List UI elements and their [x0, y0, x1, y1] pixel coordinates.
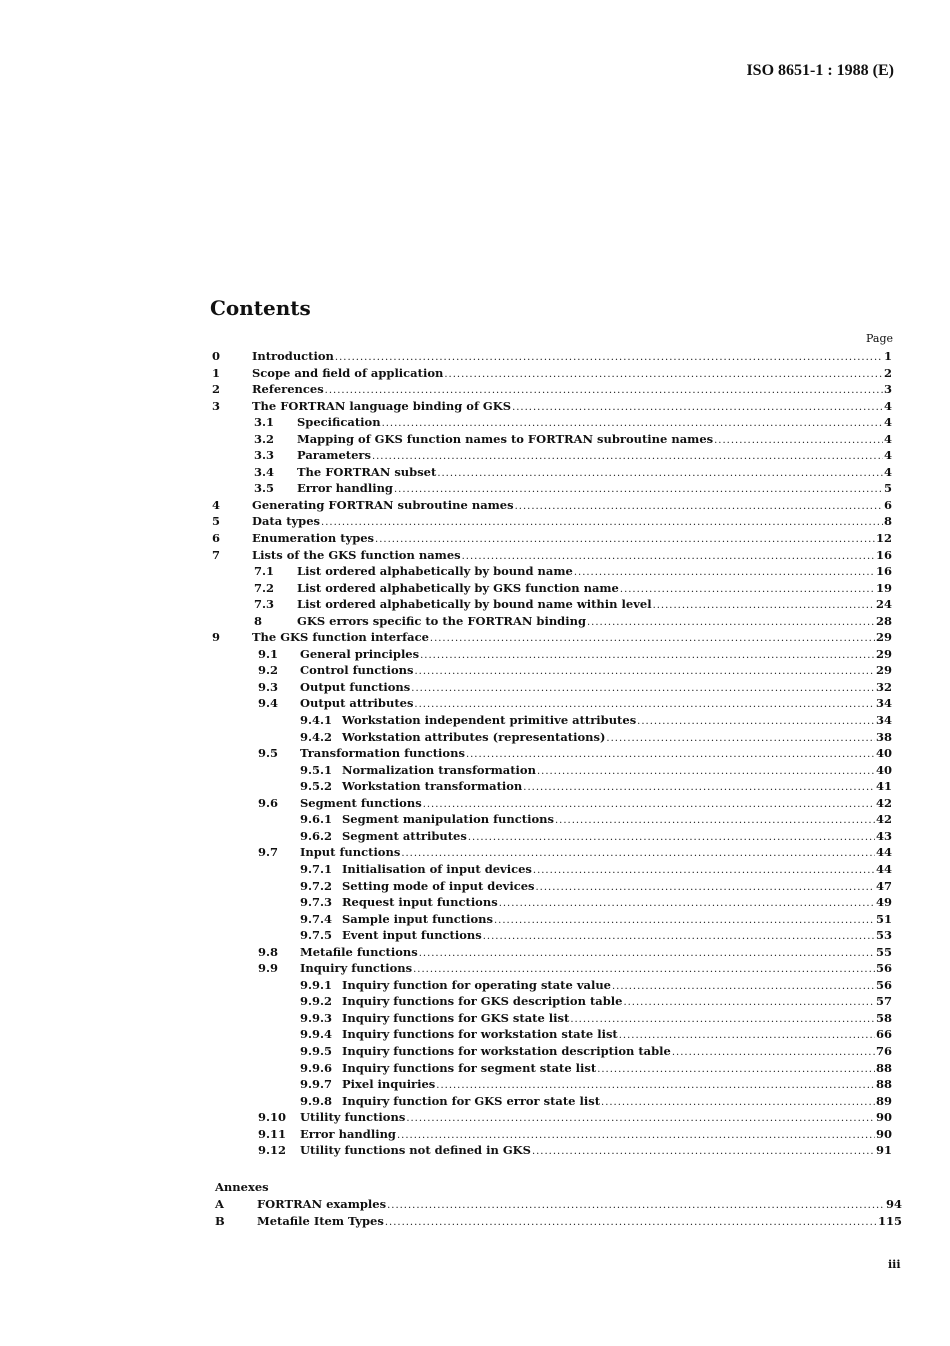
toc-entry[interactable]: [212, 1126, 892, 1143]
toc-entry[interactable]: [212, 1142, 892, 1159]
toc-entry-title: The FORTRAN subset: [297, 464, 437, 479]
dot-leader: [385, 1215, 877, 1232]
toc-entry[interactable]: [212, 1010, 892, 1027]
toc-entry-title: Inquiry functions for workstation description table: [342, 1043, 671, 1058]
toc-entry-page: 58: [875, 1010, 892, 1025]
toc-entry-number: 9.7.2: [300, 878, 333, 893]
toc-entry[interactable]: [212, 398, 892, 415]
toc-entry[interactable]: [212, 596, 892, 613]
toc-entry[interactable]: [212, 894, 892, 911]
dot-leader: [532, 1144, 875, 1161]
toc-entry-page: 1: [883, 349, 892, 363]
toc-entry[interactable]: [212, 613, 892, 630]
toc-entry-number: 9.6.2: [300, 828, 333, 843]
toc-entry-number: 9.7.3: [300, 895, 333, 910]
toc-entry-page: 89: [875, 1093, 892, 1108]
toc-entry[interactable]: [212, 712, 892, 729]
toc-entry-number: 9.5.1: [300, 762, 333, 777]
toc-entry-title: Output functions: [300, 679, 411, 694]
toc-entry[interactable]: [212, 1060, 892, 1077]
page-title: Contents: [210, 296, 311, 320]
toc-entry-page: 88: [875, 1060, 892, 1075]
standard-reference: ISO 8651-1 : 1988 (E): [746, 62, 894, 79]
toc-entry-page: 56: [875, 977, 892, 992]
toc-entry[interactable]: [212, 580, 892, 597]
toc-entry-page: 29: [875, 646, 892, 661]
toc-entry-page: 2: [883, 365, 892, 380]
toc-entry-title: Utility functions: [300, 1110, 406, 1125]
toc-entry-page: 42: [875, 812, 892, 827]
toc-entry-page: 47: [875, 878, 892, 893]
toc-entry-page: 29: [875, 663, 892, 678]
toc-entry-number: 7: [212, 547, 221, 562]
toc-entry-title: Normalization transformation: [342, 762, 536, 777]
toc-entry-title: Parameters: [297, 448, 371, 463]
toc-entry-page: 41: [875, 779, 892, 794]
toc-entry[interactable]: [212, 547, 892, 564]
toc-entry-title: Workstation attributes (representations): [342, 729, 606, 744]
toc-entry-title: Inquiry functions for segment state list: [342, 1060, 597, 1075]
toc-entry[interactable]: [215, 1213, 902, 1230]
toc-entry[interactable]: [212, 927, 892, 944]
toc-entry[interactable]: [212, 513, 892, 530]
toc-entry-number: 9.10: [258, 1110, 287, 1125]
toc-entry-title: Metafile Item Types: [257, 1213, 384, 1228]
toc-entry[interactable]: [212, 993, 892, 1010]
toc-entry-title: The FORTRAN language binding of GKS: [252, 398, 512, 413]
toc-entry[interactable]: [212, 348, 892, 365]
toc-entry-number: 9.9.6: [300, 1060, 333, 1075]
toc-entry[interactable]: [212, 480, 892, 497]
toc-entry-title: Mapping of GKS function names to FORTRAN subroutine names: [297, 431, 714, 446]
toc-entry-page: 40: [875, 746, 892, 761]
toc-entry-title: Inquiry functions for GKS state list: [342, 1010, 570, 1025]
toc-entry[interactable]: [212, 844, 892, 861]
toc-entry-title: Event input functions: [342, 928, 482, 943]
toc-entry[interactable]: [212, 828, 892, 845]
toc-entry-title: Transformation functions: [300, 746, 465, 761]
toc-entry-title: Introduction: [252, 349, 334, 363]
toc-entry-number: 9.9: [258, 961, 279, 976]
annexes-list: [215, 1196, 902, 1229]
toc-entry[interactable]: [212, 729, 892, 746]
toc-entry-number: 0: [212, 349, 221, 363]
toc-entry-page: 4: [883, 448, 892, 463]
toc-entry-number: B: [215, 1213, 225, 1228]
toc-entry-title: Lists of the GKS function names: [252, 547, 461, 562]
toc-entry-page: 42: [875, 795, 892, 810]
toc-entry-number: 9.9.1: [300, 977, 333, 992]
toc-entry[interactable]: [212, 530, 892, 547]
toc-entry-number: 9.7.1: [300, 861, 333, 876]
toc-entry[interactable]: [212, 795, 892, 812]
toc-entry-number: 9.4.2: [300, 729, 333, 744]
toc-entry-title: Segment attributes: [342, 828, 467, 843]
toc-entry-page: 55: [875, 944, 892, 959]
toc-entry-title: List ordered alphabetically by bound name: [297, 564, 573, 579]
toc-entry-page: 57: [875, 994, 892, 1009]
toc-entry-number: 3.2: [254, 431, 275, 446]
toc-entry-title: Segment functions: [300, 795, 422, 810]
toc-entry[interactable]: [212, 414, 892, 431]
toc-entry-page: 34: [875, 713, 892, 728]
toc-entry-number: 9.1: [258, 646, 279, 661]
toc-entry-page: 56: [875, 961, 892, 976]
toc-entry-page: 3: [883, 382, 892, 397]
toc-entry-title: Workstation transformation: [342, 779, 523, 794]
toc-entry-number: 9.9.4: [300, 1027, 333, 1042]
toc-entry-title: Error handling: [300, 1126, 396, 1141]
toc-entry-number: 2: [212, 382, 221, 397]
toc-entry-title: Input functions: [300, 845, 401, 860]
toc-entry-title: Enumeration types: [252, 531, 375, 546]
toc-entry-page: 90: [875, 1126, 892, 1141]
toc-entry-title: List ordered alphabetically by bound name within level: [297, 597, 652, 612]
toc-entry-number: 9.9.3: [300, 1010, 333, 1025]
toc-entry-number: 9.4: [258, 696, 279, 711]
page-number: iii: [888, 1258, 901, 1271]
toc-entry-page: 53: [875, 928, 892, 943]
toc-entry-title: GKS errors specific to the FORTRAN binding: [297, 613, 586, 628]
page-column-label: Page: [866, 332, 894, 345]
toc-entry-number: 1: [212, 365, 221, 380]
toc-entry-page: 88: [875, 1077, 892, 1092]
toc-entry-page: 6: [883, 497, 892, 512]
toc-entry-page: 16: [875, 564, 892, 579]
annexes-heading: Annexes: [215, 1180, 269, 1194]
toc-entry[interactable]: [212, 811, 892, 828]
toc-entry-number: 3: [212, 398, 221, 413]
toc-entry-title: Error handling: [297, 481, 393, 496]
toc-entry-number: 9.9.2: [300, 994, 333, 1009]
toc-entry[interactable]: [215, 1196, 902, 1213]
toc-entry-page: 44: [875, 861, 892, 876]
toc-entry[interactable]: [212, 1043, 892, 1060]
toc-entry-page: 4: [883, 431, 892, 446]
toc-entry[interactable]: [212, 447, 892, 464]
toc-entry-page: 8: [883, 514, 892, 529]
toc-entry-number: 9.11: [258, 1126, 287, 1141]
toc-entry-page: 19: [875, 580, 892, 595]
toc-entry-number: 9.7.4: [300, 911, 333, 926]
toc-entry-title: Metafile functions: [300, 944, 418, 959]
toc-entry-title: Pixel inquiries: [342, 1077, 436, 1092]
toc-entry-page: 94: [885, 1197, 902, 1211]
toc-entry-title: General principles: [300, 646, 420, 661]
toc-entry-title: Inquiry function for GKS error state list: [342, 1093, 601, 1108]
toc-entry[interactable]: [212, 1109, 892, 1126]
toc-entry-title: Segment manipulation functions: [342, 812, 554, 827]
toc-entry-page: 4: [883, 415, 892, 430]
toc-entry-number: 9.9.5: [300, 1043, 333, 1058]
toc-entry-title: Setting mode of input devices: [342, 878, 535, 893]
toc-entry-title: List ordered alphabetically by GKS function name: [297, 580, 619, 595]
toc-entry-title: The GKS function interface: [252, 630, 429, 645]
toc-entry-number: 9.7.5: [300, 928, 333, 943]
toc-entry-page: 40: [875, 762, 892, 777]
toc-entry-page: 51: [875, 911, 892, 926]
toc-entry-page: 90: [875, 1110, 892, 1125]
toc-entry-title: Utility functions not defined in GKS: [300, 1143, 531, 1158]
toc-entry-number: 9.5: [258, 746, 279, 761]
toc-entry[interactable]: [212, 944, 892, 961]
toc-entry-title: Inquiry functions: [300, 961, 413, 976]
toc-entry[interactable]: [212, 977, 892, 994]
toc-entry[interactable]: [212, 1076, 892, 1093]
toc-entry[interactable]: [212, 762, 892, 779]
toc-entry-page: 29: [875, 630, 892, 645]
toc-entry-page: 32: [875, 679, 892, 694]
toc-entry[interactable]: [212, 960, 892, 977]
toc-entry[interactable]: [212, 911, 892, 928]
toc-entry-number: A: [215, 1197, 224, 1211]
toc-entry-title: Output attributes: [300, 696, 414, 711]
toc-entry-title: Control functions: [300, 663, 414, 678]
toc-entry-number: 8: [254, 613, 263, 628]
toc-entry-title: FORTRAN examples: [257, 1197, 387, 1211]
toc-entry-title: Scope and field of application: [252, 365, 444, 380]
toc-entry-number: 4: [212, 497, 221, 512]
toc-entry-page: 115: [877, 1213, 902, 1228]
toc-entry-number: 7.1: [254, 564, 275, 579]
toc-entry-number: 9.2: [258, 663, 279, 678]
toc-entry[interactable]: [212, 629, 892, 646]
toc-entry-title: Sample input functions: [342, 911, 493, 926]
toc-entry[interactable]: [212, 431, 892, 448]
toc-entry[interactable]: [212, 497, 892, 514]
toc-entry[interactable]: [212, 365, 892, 382]
toc-entry-number: 9.9.7: [300, 1077, 333, 1092]
toc-entry-page: 66: [875, 1027, 892, 1042]
toc-entry-page: 24: [875, 597, 892, 612]
toc-entry-title: Generating FORTRAN subroutine names: [252, 497, 514, 512]
toc-entry[interactable]: [212, 745, 892, 762]
toc-entry[interactable]: [212, 778, 892, 795]
toc-entry-title: Inquiry functions for workstation state list: [342, 1027, 618, 1042]
toc-entry-page: 38: [875, 729, 892, 744]
toc-entry[interactable]: [212, 662, 892, 679]
toc-entry[interactable]: [212, 646, 892, 663]
toc-entry-page: 43: [875, 828, 892, 843]
toc-entry-number: 9.12: [258, 1143, 287, 1158]
toc-entry-number: 3.5: [254, 481, 275, 496]
toc-entry-number: 9.8: [258, 944, 279, 959]
toc-entry[interactable]: [212, 679, 892, 696]
toc-entry-page: 76: [875, 1043, 892, 1058]
toc-entry-number: 9.6.1: [300, 812, 333, 827]
toc-entry-page: 12: [875, 531, 892, 546]
toc-entry-title: Initialisation of input devices: [342, 861, 532, 876]
toc-entry[interactable]: [212, 381, 892, 398]
toc-entry-number: 3.3: [254, 448, 275, 463]
toc-entry-page: 5: [883, 481, 892, 496]
toc-entry-page: 16: [875, 547, 892, 562]
toc-entry-title: Inquiry functions for GKS description table: [342, 994, 623, 1009]
toc-entry-title: References: [252, 382, 324, 397]
toc-entry-number: 9.9.8: [300, 1093, 333, 1108]
toc-entry-number: 9: [212, 630, 221, 645]
toc-entry-number: 9.6: [258, 795, 279, 810]
toc-entry-number: 7.2: [254, 580, 275, 595]
toc-entry-title: Workstation independent primitive attributes: [342, 713, 637, 728]
toc-entry[interactable]: [212, 464, 892, 481]
toc-entry-title: Inquiry function for operating state value: [342, 977, 611, 992]
toc-entry[interactable]: [212, 878, 892, 895]
table-of-contents: [212, 348, 892, 1159]
toc-entry-page: 28: [875, 613, 892, 628]
toc-entry-number: 9.4.1: [300, 713, 333, 728]
toc-entry[interactable]: [212, 563, 892, 580]
toc-entry-number: 9.7: [258, 845, 279, 860]
toc-entry-number: 9.3: [258, 679, 279, 694]
toc-entry[interactable]: [212, 695, 892, 712]
toc-entry-page: 49: [875, 895, 892, 910]
toc-entry-number: 5: [212, 514, 221, 529]
toc-entry-page: 44: [875, 845, 892, 860]
toc-entry-page: 4: [883, 464, 892, 479]
toc-entry[interactable]: [212, 861, 892, 878]
toc-entry[interactable]: [212, 1093, 892, 1110]
toc-entry[interactable]: [212, 1026, 892, 1043]
toc-entry-number: 3.1: [254, 415, 275, 430]
toc-entry-page: 34: [875, 696, 892, 711]
toc-entry-title: Request input functions: [342, 895, 498, 910]
toc-entry-title: Specification: [297, 415, 381, 430]
toc-entry-number: 3.4: [254, 464, 275, 479]
toc-entry-page: 91: [875, 1143, 892, 1158]
toc-entry-number: 6: [212, 531, 221, 546]
toc-entry-number: 7.3: [254, 597, 275, 612]
toc-entry-number: 9.5.2: [300, 779, 333, 794]
toc-entry-title: Data types: [252, 514, 321, 529]
toc-entry-page: 4: [883, 398, 892, 413]
